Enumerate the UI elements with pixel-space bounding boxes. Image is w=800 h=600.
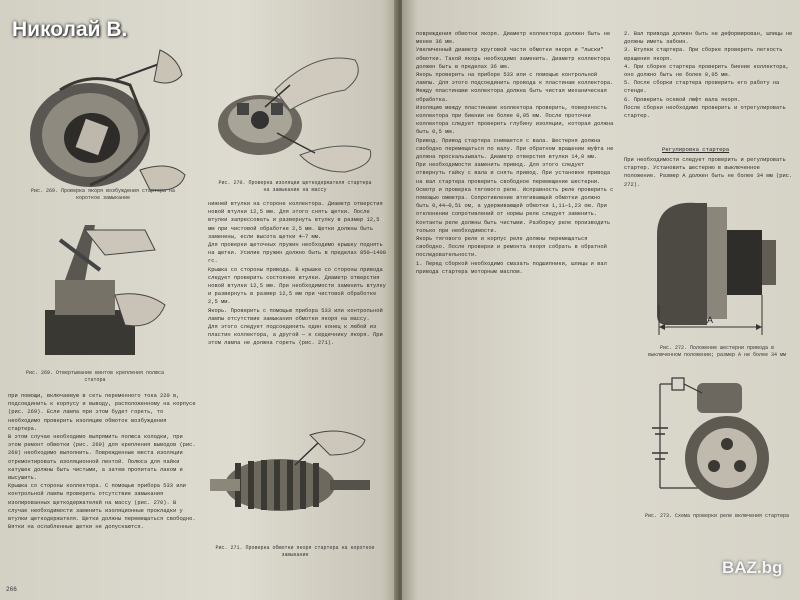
seller-watermark: Николай В.: [12, 18, 128, 41]
figure-272-illustration: [637, 195, 792, 345]
figure-puller-caption: Рис. 269. Отвертывание винтов крепления полюса статора: [25, 370, 165, 383]
left-column-1-text: при помощи, включаемую в сеть переменного тока 220 в, подсоединить к корпусу и выводу, расположенному на корпусе (рис. 269). Если лампа при этом будет гореть, то необходимо проверить изоляцию обмоток возбуждения стартера. В этом случае необходимо выпрямить полюса колодки, при этом ремонт обмотки (рис. 269) для крепления выводов (рис. 269) необходимо выполнить. Поврежденные места изоляции отремонтировать изоляционной лентой. Полюса для пайки катушек должны быть чистыми, а затем пропитать лаком и высушить. Крышка со стороны коллектора. С помощью прибора 533 или контрольной лампы проверить отсутствие замыкания изолированных щеткодержателей на массу (рис. 270). В случае необходимости заменить изоляционные прокладки у втулки щеткодержателя. Щетки должны перемещаться свободно. Вятки на ослабленные щетки не допускаются.: [8, 393, 196, 531]
figure-272-caption: Рис. 272. Положение шестерни привода в выключенном положении; размер А не более 34 мм: [647, 345, 787, 358]
page-number-left: 266: [6, 586, 17, 593]
right-page: [402, 0, 800, 600]
right-column-1-text: повреждения обмотки якоря. Диаметр коллектора должен быть не менее 36 мм. Увеличенный диаметр круговой части обмотки якоря и "лыски" обмотки. Такой якорь необходимо заменить. Диаметр коллектора должен быть в пределах 36 мм. Якорь проверить на приборе 533 или с помощью контрольной лампы. Для этого подсоединить провода к пластинам коллектора. Между пластинами коллектора должна быть чистая механическая обработка. Изоляцию между пластинами коллектора проверить, поверхность коллектора при биении не более 0,05 мм. После проточки коллектора следует проверить глубину изоляции, которая должна быть 0,5 мм. Привод. Привод стартера снимается с вала. Шестерня должна свободно перемещаться по валу. При обратном вращении муфта не должна проскальзывать. Диаметр отверстия втулки 14,0 мм. При необходимости заменить привод. Для этого следует отвернуть гайку с вала и снять привод. При установке привода на вал стартера проверить свободное перемещение шестерни. Осмотр и проверка тягового реле. Исправность реле проверить с помощью омметра. Сопротивление втягивающей обмотки должно быть 0,44—0,51 ом, а удерживающей обмотки 1,11—1,23 ом. При отклонении сопротивлений от нормы реле следует заменить. Контакты реле должны быть чистыми. Разборку реле производить только при необходимости. Якорь тягового реле и корпус реле должны перемещаться свободно. После проверки и ремонта якоря собрать в обратной последовательности. 1. Перед сборкой необходимо смазать подшипники, шлицы и вал привода стартера моторным маслом.: [416, 31, 614, 275]
figure-273-illustration: [642, 368, 792, 513]
dimension-label-a: A: [707, 315, 714, 325]
figure-270-illustration: [205, 45, 380, 185]
left-column-2-text: нижней втулки на стороне коллектора. Диаметр отверстия новой втулки 12,5 мм. Для этого снять щетки. После втулки запрессовать и развернуть втулку в размер 12,5 мм при чистовой обработке 2,5 мм. Щетки должны быть заменены, если высота щетки 4—7 мм. Для проверки щеточных пружин необходимо крышку поднять на щетки. Усилие пружин должно быть в пределах 850—1400 гс. Крышка со стороны привода. В крышке со стороны привода следует проверить состояние втулки. Диаметр отверстия новой втулки 12,5 мм. При необходимости заменить втулку и развернуть в размер 12,5 мм при чистовой обработке 2,5 мм. Якорь. Проверить с помощью прибора 533 или контрольной лампы отсутствие замыкания обмотки якоря на массу. Для этого следует подсоединить один конец к любой из пластин коллектора, а другой — к сердечнику якоря. При этом лампа не должна гореть (рис. 271).: [208, 201, 386, 347]
figure-273-caption: Рис. 273. Схема проверки реле включения стартера: [644, 513, 790, 519]
section-heading-starter-adjustment: Регулировка стартера: [662, 146, 730, 153]
bazar-logo: BAZ.bg: [722, 558, 783, 577]
figure-269-illustration: [20, 40, 190, 195]
right-column-2-text: 2. Вал привода должен быть не деформирован, шлицы не должны иметь забоин. 3. Втулки стартера. При сборке проверить легкость вращения якоря. 4. При сборке стартера проверить биение коллектора, оно должно быть не более 0,05 мм. 5. После сборки стартера проверить его работу на стенде. 6. Проверить осевой люфт вала якоря. После сборки необходимо проверить и отрегулировать стартер.: [624, 31, 793, 120]
figure-271-caption: Рис. 271. Проверка обмотки якоря стартера на короткое замыкание: [215, 545, 375, 558]
regulation-text: При необходимости следует проверить и регулировать стартер. Установить шестерню в выключенное положение. Размер А должен быть не более 34 мм (рис. 272).: [624, 157, 796, 188]
left-page: [0, 0, 398, 600]
figure-271-illustration: [200, 425, 380, 545]
figure-puller-illustration: [15, 210, 175, 370]
figure-270-caption: Рис. 270. Проверка изоляции щеткодержателя стартера на замыкание на массу: [218, 180, 372, 193]
figure-269-caption: Рис. 269. Проверка якоря возбуждения стартера на короткое замыкание: [30, 188, 176, 201]
